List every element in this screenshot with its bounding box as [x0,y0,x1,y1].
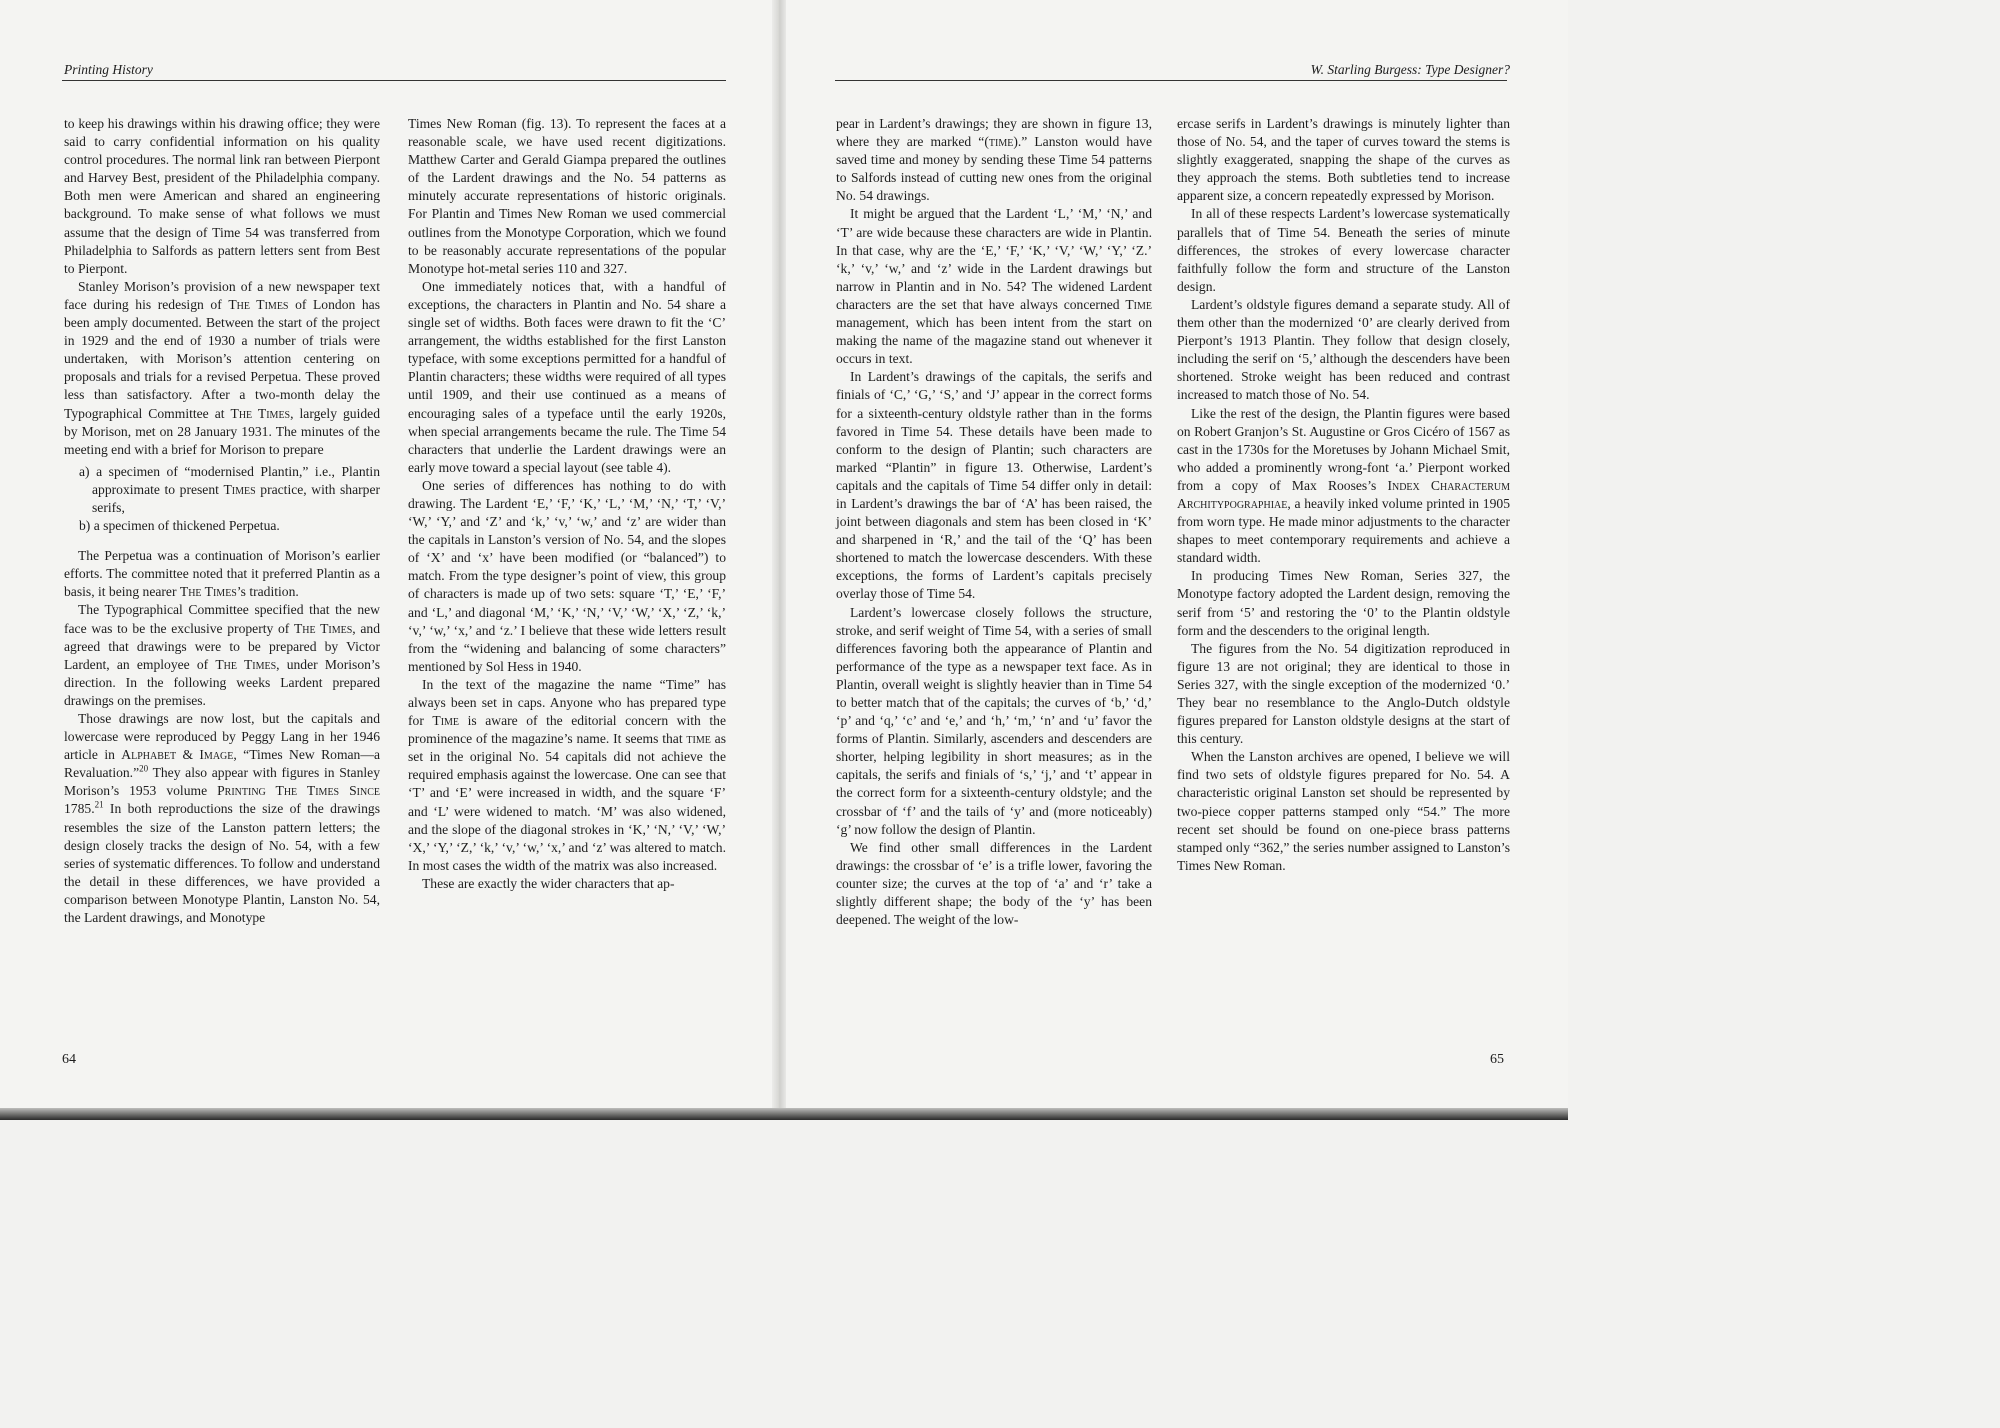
text-run: Like the rest of the design, the Plantin figures were based on Robert Granjon’s St. Augustine or Gros Cicéro of 1567 as cast in the 1730s for the Moretuses by Johann Michael Smit, who added a prominently wrong-font ‘a.’ Pierpont worked from a copy of Max Rooses’s [1177,405,1510,493]
list-item [64,463,380,517]
footnote-ref: 21 [94,799,104,810]
text-run: , largely guided by Morison, met on 28 January 1931. The minutes of the meeting end with a brief for Morison to prepare [64,405,380,457]
paragraph [64,601,380,710]
text-run: pear in Lardent’s drawings; they are shown in figure 13, where they are marked “( [836,116,1152,150]
paragraph: In producing Times New Roman, Series 327, the Monotype factory adopted the Lardent design, removing the serif from ‘5’ and restoring the ‘0’ to the Plantin oldstyle form and the descenders to the original length. [1177,568,1510,638]
text-run: It might be argued that the Lardent ‘L,’ ‘M,’ ‘N,’ and ‘T’ are wide because these characters are wide in Plantin. In that case, why are the ‘E,’ ‘F,’ ‘K,’ ‘V,’ ‘W,’ ‘Y,’ ‘Z.’ ‘k,’ ‘v,’ ‘w,’ and ‘z’ wide in the Lardent drawings but narrow in Plantin and in No. 54? The widened Lardent characters are the set that have always concerned [836,206,1152,312]
paragraph: One series of differences has nothing to do with drawing. The Lardent ‘E,’ ‘F,’ ‘K,’ ‘L,’ ‘M,’ ‘N,’ ‘T,’ ‘V,’ ‘W,’ ‘Y,’ and ‘Z’ and ‘k,’ ‘v,’ ‘w,’ and ‘z’ are wider than the capitals in Lanston’s version of No. 54, and the slopes of ‘X’ and ‘x’ have been modified (or “balanced”) to match. From the type designer’s point of view, this group of characters is made up of two sets: square ‘T,’ ‘E,’ ‘F,’ and ‘L,’ and diagonal ‘M,’ ‘K,’ ‘N,’ ‘V,’ ‘W,’ ‘X,’ ‘Z,’ ‘k,’ ‘v,’ ‘w,’ ‘x,’ and ‘z.’ I believe that these wide letters result from the “widening and balancing of some characters” mentioned by Sol Hess in 1940. [408,477,726,674]
paragraph: One immediately notices that, with a handful of exceptions, the characters in Plantin and No. 54 share a single set of widths. Both faces were drawn to fit the ‘C’ arrangement, the widths established for the first Lanston typeface, with some exceptions permitted for a handful of Plantin characters; these widths were required of all types until 1909, and their use continued as a means of encouraging sales of a typeface until the early 1920s, when special arrangements became the rule. The Time 54 characters that underlie the Lardent drawings were an early move toward a special layout (see table 4). [408,278,726,475]
book-gutter [772,0,786,1120]
text-run: Stanley Morison’s provision of a new newspaper text face during his redesign of [64,278,380,312]
text-run: The Typographical Committee specified that the new face was to be the exclusive property of [64,602,380,636]
paragraph: Times New Roman (fig. 13). To represent the faces at a reasonable scale, we have used recent digitizations. Matthew Carter and Gerald Giampa prepared the outlines of the Lardent drawings and the No. 54 patterns as minutely accurate representations of historic originals. For Plantin and Times New Roman we used commercial outlines from the Monotype Corporation, which we found to be reasonably accurate representations of the popular Monotype hot-metal series 110 and 327. [408,116,726,276]
text-run: They also appear with figures in Stanley Morison’s 1953 volume [64,765,380,799]
running-head-right: W. Starling Burgess: Type Designer? [1310,62,1510,77]
list-item: b) a specimen of thickened Perpetua. [79,518,280,534]
text-run: management, which has been intent from the start on making the name of the magazine stand out whenever it occurs in text. [836,315,1152,367]
paragraph: to keep his drawings within his drawing office; they were said to carry confidential information on his quality control procedures. The normal link ran between Pierpont and Harvey Best, president of the Philadelphia company. Both men were American and shared an engineering background. To make sense of what follows we must assume that the design of Time 54 was transferred from Philadelphia to Salfords as pattern letters sent from Best to Pierpont. [64,116,380,276]
small-caps-run: The Times [215,656,277,672]
small-caps-run: Time [432,713,460,729]
text-column-2 [408,115,726,893]
text-run: of London has been amply documented. Between the start of the project in 1929 and the end of 1930 a number of trials were undertaken, with Morison’s attention centering on proposals and trials for a revised Perpetua. These proved less than satisfactory. After a two-month delay the Typographical Committee at [64,296,381,421]
paragraph: In Lardent’s drawings of the capitals, the serifs and finials of ‘C,’ ‘G,’ ‘S,’ and ‘J’ appear in the correct forms for a sixteenth-century oldstyle rather than in the forms favored in Time 54. These details have been made to conform to the design of Plantin; such characters are marked “Plantin” in figure 13. Otherwise, Lardent’s capitals and the capitals of Time 54 differ only in detail: in Lardent’s drawings the bar of ‘A’ has been raised, the joint between diagonals and stem has been closed in ‘K’ and sharpened in ‘R,’ and the tail of the ‘Q’ has been shortened to match the lowercase descenders. With these exceptions, the forms of Lardent’s capitals precisely overlay those of Time 54. [836,369,1152,602]
paragraph [1177,405,1510,568]
left-page [0,0,778,1120]
text-run: practice, with sharper serifs, [92,481,381,515]
paragraph: Lardent’s oldstyle figures demand a separate study. All of them other than the modernized ‘0’ are clearly derived from Pierpont’s 1913 Plantin. They follow that design closely, including the serif on ‘5,’ although the descenders have been shortened. Stroke weight has been reduced and contrast increased to match those of No. 54. [1177,296,1510,403]
running-head-left: Printing History [64,62,153,77]
paragraph: Lardent’s lowercase closely follows the structure, stroke, and serif weight of Time 54, with a series of small differences favoring both the appearance of Plantin and performance of the type as a newspaper text face. As in Plantin, overall weight is slightly heavier than in Time 54 to better match that of the capitals; the curves of ‘b,’ ‘d,’ ‘p’ and ‘q,’ ‘c’ and ‘e,’ and ‘h,’ ‘m,’ ‘n’ and ‘u’ favor the forms of Plantin. Similarly, ascenders and descenders are shorter, helping legibility in short measures; as in the capitals, the serifs and finials of ‘s,’ ‘j,’ and ‘t’ appear in the correct form for a sixteenth-century oldstyle; and the crossbar of ‘f’ and the tails of ‘y’ and (more noticeably) ‘g’ now follow the design of Plantin. [836,604,1152,837]
text-run: Those drawings are now lost, but the capitals and lowercase were reproduced by Peggy Lang in her 1946 article in [64,711,380,763]
paragraph [408,676,726,875]
text-run: ).” Lanston would have saved time and money by sending these Time 54 patterns to Salfords instead of cutting new ones from the original No. 54 drawings. [836,134,1152,204]
text-run: as set in the original No. 54 capitals did not achieve the required emphasis against the lowercase. One can see that ‘T’ and ‘E’ were increased in width, and the square ‘F’ and ‘L’ were widened to match. ‘M’ was also widened, and the slope of the diagonal strokes in ‘K,’ ‘N,’ ‘V,’ ‘W,’ ‘X,’ ‘Y,’ ‘Z,’ ‘k,’ ‘v,’ ‘w,’ ‘x,’ and ‘z’ was altered to match. In most cases the width of the matrix was also increased. [408,731,726,873]
page-number-right: 65 [1490,1052,1504,1067]
text-run: In the text of the magazine the name “Time” has always been set in caps. Anyone who has prepared type for [408,676,726,729]
small-caps-run: The Times [230,405,291,421]
text-run: , “Times New Roman—a Revaluation.” [64,747,380,781]
header-rule-left [62,80,726,81]
small-caps-run: time [686,731,711,747]
header-rule-right [835,80,1507,81]
text-run: The Perpetua was a continuation of Morison’s earlier efforts. The committee noted that it preferred Plantin as a basis, it being nearer [64,548,380,600]
footnote-ref: 20 [139,763,149,774]
text-run: is aware of the editorial concern with the prominence of the magazine’s name. It seems that [408,713,727,747]
small-caps-run: The Times [179,584,237,600]
text-run: , a heavily inked volume printed in 1905 from worn type. He made minor adjustments to the character shapes to meet contemporary requirements and achieve a standard width. [1177,495,1510,566]
paragraph [64,710,380,927]
small-caps-run: Times [223,481,256,497]
text-run: , and agreed that drawings were to be prepared by Victor Lardent, an employee of [64,620,380,672]
text-run: . [91,801,95,817]
scan-bottom-edge [0,1108,1568,1120]
small-caps-run: Index Characterum Architypographiae [1177,477,1510,511]
paragraph [836,205,1152,368]
small-caps-run: Printing The Times Since 1785 [64,783,381,817]
text-column-4 [1177,115,1510,875]
brief-list [64,463,380,535]
right-page [778,0,1568,1120]
small-caps-run: The Times [228,296,289,312]
paragraph: ercase serifs in Lardent’s drawings is minutely lighter than those of No. 54, and the taper of curves toward the stems is slightly exaggerated, snapping the shape of the curves as they approach the stems. Both subtleties tend to increase apparent size, a concern repeatedly expressed by Morison. [1177,116,1510,204]
paragraph: We find other small differences in the Lardent drawings: the crossbar of ‘e’ is a trifle lower, favoring the counter size; the curves at the top of ‘a’ and ‘r’ take a slightly different shape; the body of the ‘y’ has been deepened. The weight of the low- [836,839,1152,928]
paragraph [64,278,380,459]
text-column-1 [64,115,380,927]
paragraph: When the Lanston archives are opened, I believe we will find two sets of oldstyle figures prepared for No. 54. A characteristic original Lanston set should be represented by two-piece copper patterns stamped only “54.” The more recent set should be found on one-piece brass patterns stamped only “362,” the series number assigned to Lanston’s Times New Roman. [1177,749,1510,873]
text-run: a) a specimen of “modernised Plantin,” i.e., Plantin approximate to present [79,463,380,497]
paragraph: In all of these respects Lardent’s lowercase systematically parallels that of Time 54. Beneath the series of minute differences, the strokes of every lowercase character faithfully follow the form and structure of the Lanston design. [1177,206,1510,294]
small-caps-run: time [988,134,1014,150]
small-caps-run: Time [1125,296,1152,312]
text-run: , under Morison’s direction. In the following weeks Lardent prepared drawings on the premises. [64,656,380,708]
paragraph: The figures from the No. 54 digitization reproduced in figure 13 are not original; they are identical to those in Series 327, with the single exception of the modernized ‘0.’ They bear no resemblance to the Anglo-Dutch oldstyle figures prepared for Lanston oldstyle designs at the start of this century. [1177,640,1510,747]
text-run: ’s tradition. [236,584,299,600]
paragraph: These are exactly the wider characters that ap- [422,875,675,891]
text-column-3 [836,115,1152,929]
paragraph [836,115,1152,205]
small-caps-run: Alphabet & Image [121,747,234,763]
paragraph [64,547,380,601]
page-number-left: 64 [62,1052,76,1067]
small-caps-run: The Times [294,620,353,636]
text-run: In both reproductions the size of the drawings resembles the size of the Lanston pattern letters; the design closely tracks the design of No. 54, with a few series of systematic differences. To follow and understand the detail in these differences, we have provided a comparison between Monotype Plantin, Lanston No. 54, the Lardent drawings, and Monotype [64,801,380,926]
